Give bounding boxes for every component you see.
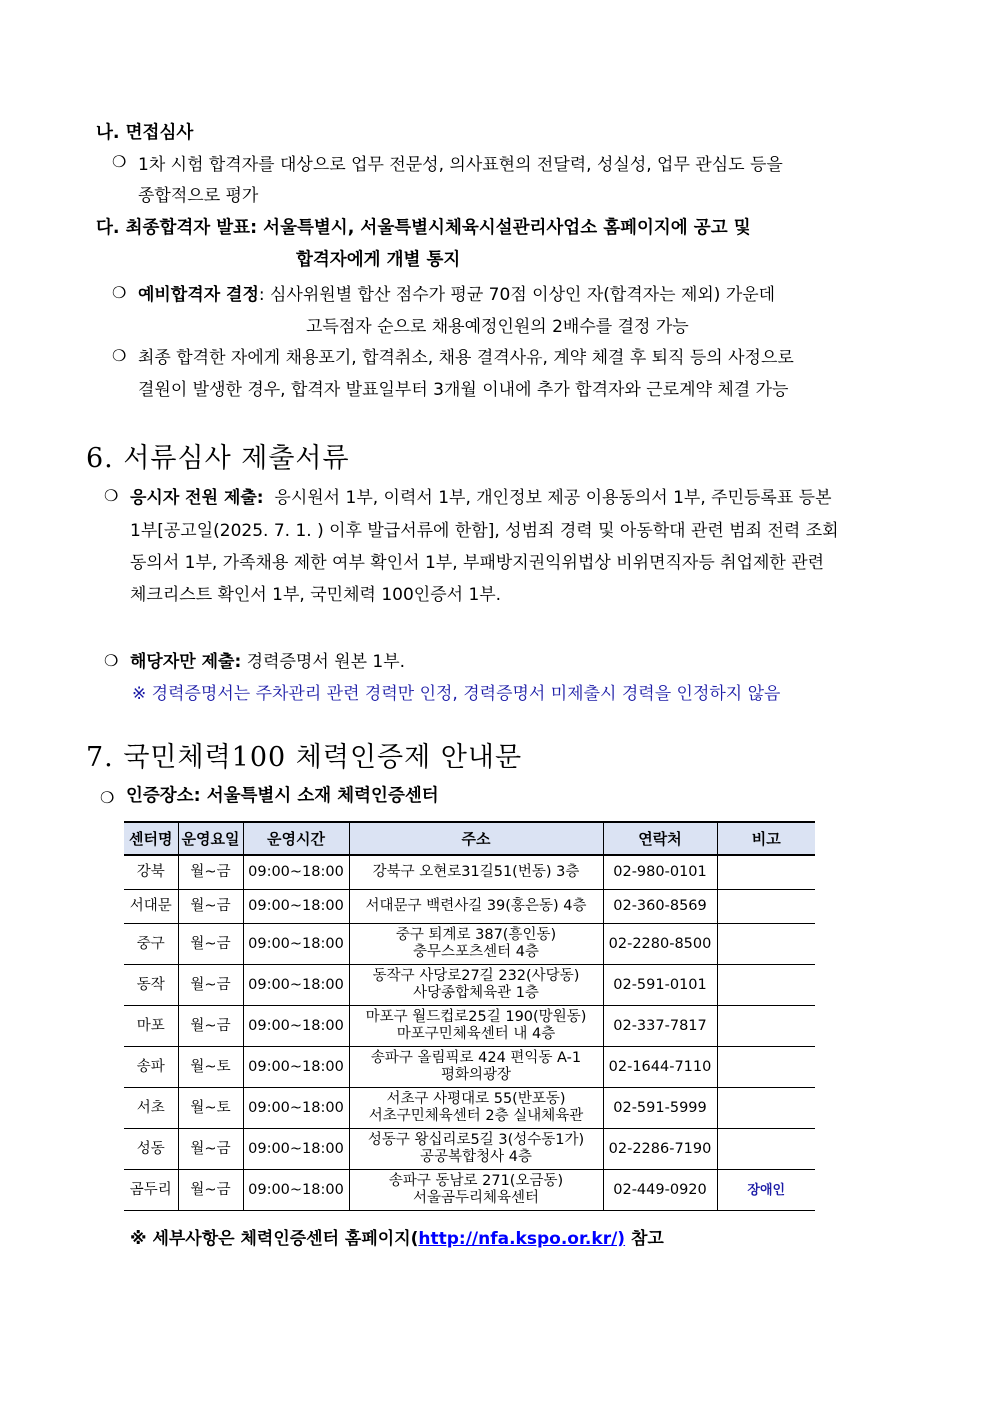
- cell-address: [349, 1088, 603, 1129]
- career-note: ※ 경력증명서는 주차관리 관련 경력만 인정, 경력증명서 미제출시 경력을 인정하지 않음: [132, 684, 781, 704]
- section6-title: 6. 서류심사 제출서류: [86, 443, 350, 474]
- cell-note: [717, 965, 815, 1006]
- cell-center-name: 송파: [124, 1047, 178, 1088]
- reserve-label: 예비합격자 결정: [138, 285, 259, 305]
- address-line1: 송파구 올림픽로 424 편익동 A-1: [370, 1050, 582, 1066]
- cell-note: [717, 890, 815, 924]
- cell-hours: 09:00~18:00: [243, 1170, 349, 1211]
- cell-hours: 09:00~18:00: [243, 890, 349, 924]
- address-line1: 중구 퇴계로 387(흥인동): [395, 927, 557, 943]
- cell-days: 월~토: [178, 1088, 243, 1129]
- cell-note: 장애인: [717, 1170, 815, 1211]
- address-line1: 송파구 동남로 271(오금동): [388, 1173, 564, 1189]
- cell-phone: 02-1644-7110: [603, 1047, 717, 1088]
- bullet-circle-icon: ❍: [112, 346, 127, 365]
- table-row: [124, 965, 815, 1006]
- cell-address: [349, 1047, 603, 1088]
- cert-place-line: 인증장소: 서울특별시 소재 체력인증센터: [126, 786, 439, 806]
- cell-note: [717, 1006, 815, 1047]
- header-days: 운영요일: [178, 822, 243, 855]
- cell-phone: 02-591-0101: [603, 965, 717, 1006]
- cell-note: [717, 855, 815, 890]
- cell-note: [717, 1088, 815, 1129]
- docs-all-text: 응시원서 1부, 이력서 1부, 개인정보 제공 이용동의서 1부, 주민등록표 등본: [274, 488, 832, 508]
- cell-days: 월~금: [178, 855, 243, 890]
- cell-phone: 02-980-0101: [603, 855, 717, 890]
- table-row: [124, 1088, 815, 1129]
- table-row: [124, 890, 815, 924]
- cell-center-name: 마포: [124, 1006, 178, 1047]
- footer-suffix: 참고: [625, 1229, 664, 1249]
- cell-phone: 02-2280-8500: [603, 924, 717, 965]
- cell-hours: 09:00~18:00: [243, 924, 349, 965]
- table-row: [124, 1006, 815, 1047]
- cell-phone: 02-449-0920: [603, 1170, 717, 1211]
- cell-phone: 02-360-8569: [603, 890, 717, 924]
- cell-center-name: 성동: [124, 1129, 178, 1170]
- address-line1: 강북구 오현로31길51(번동) 3층: [372, 864, 580, 880]
- cell-note: [717, 1047, 815, 1088]
- table-row: [124, 1170, 815, 1211]
- docs-all-line1: [130, 483, 832, 508]
- cell-address: [349, 965, 603, 1006]
- address-line2: 충무스포츠센터 4층: [413, 944, 539, 960]
- section-da-heading-cont: 합격자에게 개별 통지: [296, 250, 461, 270]
- header-center-name: 센터명: [124, 822, 178, 855]
- table-row: [124, 855, 815, 890]
- cell-note: [717, 924, 815, 965]
- header-note: 비고: [717, 822, 815, 855]
- address-line1: 마포구 월드컵로25길 190(망원동): [365, 1009, 587, 1025]
- bullet-circle-icon: ❍: [104, 486, 119, 505]
- reserve-line1: [138, 280, 775, 305]
- table-row: [124, 924, 815, 965]
- cell-center-name: 동작: [124, 965, 178, 1006]
- header-phone: 연락처: [603, 822, 717, 855]
- cell-days: 월~금: [178, 965, 243, 1006]
- cell-note: [717, 1129, 815, 1170]
- final-line2: 결원이 발생한 경우, 합격자 발표일부터 3개월 이내에 추가 합격자와 근로계약 체결 가능: [138, 380, 789, 400]
- docs-applicable-label: 해당자만 제출:: [130, 652, 242, 672]
- cell-center-name: 중구: [124, 924, 178, 965]
- footer-note: [130, 1224, 664, 1249]
- table-header-row: [124, 822, 815, 855]
- cell-address: [349, 1006, 603, 1047]
- cell-hours: 09:00~18:00: [243, 1006, 349, 1047]
- cell-center-name: 서초: [124, 1088, 178, 1129]
- section-na-heading: 나. 면접심사: [96, 123, 194, 143]
- cell-days: 월~토: [178, 1047, 243, 1088]
- section7-title: 7. 국민체력100 체력인증제 안내문: [86, 742, 523, 773]
- docs-all-line3: 동의서 1부, 가족채용 제한 여부 확인서 1부, 부패방지권익위법상 비위면직자등 취업제한 관련: [130, 553, 825, 573]
- cell-days: 월~금: [178, 1129, 243, 1170]
- address-line2: 공공복합청사 4층: [420, 1149, 532, 1165]
- address-line2: 서초구민체육센터 2층 실내체육관: [368, 1108, 584, 1124]
- docs-all-label: 응시자 전원 제출:: [130, 488, 264, 508]
- nfa-homepage-link[interactable]: http://nfa.kspo.or.kr/): [418, 1229, 626, 1249]
- table-row: [124, 1047, 815, 1088]
- docs-applicable-line: [130, 647, 405, 672]
- header-hours: 운영시간: [243, 822, 349, 855]
- cell-hours: 09:00~18:00: [243, 855, 349, 890]
- cell-center-name: 강북: [124, 855, 178, 890]
- table-row: [124, 1129, 815, 1170]
- reserve-line2: 고득점자 순으로 채용예정인원의 2배수를 결정 가능: [306, 317, 689, 337]
- address-line2: 서울곰두리체육센터: [412, 1190, 540, 1206]
- cell-address: [349, 1129, 603, 1170]
- cell-hours: 09:00~18:00: [243, 1129, 349, 1170]
- cell-days: 월~금: [178, 1006, 243, 1047]
- interview-line2: 종합적으로 평가: [138, 186, 259, 206]
- address-line1: 서초구 사평대로 55(반포동): [386, 1091, 566, 1107]
- cell-address: [349, 855, 603, 890]
- address-line2: 평화의광장: [440, 1067, 512, 1083]
- final-line1: 최종 합격한 자에게 채용포기, 합격취소, 채용 결격사유, 계약 체결 후 퇴직 등의 사정으로: [138, 348, 794, 368]
- cell-phone: 02-337-7817: [603, 1006, 717, 1047]
- docs-all-line4: 체크리스트 확인서 1부, 국민체력 100인증서 1부.: [130, 585, 502, 605]
- cell-hours: 09:00~18:00: [243, 1047, 349, 1088]
- interview-line1: 1차 시험 합격자를 대상으로 업무 전문성, 의사표현의 전달력, 성실성, 업무 관심도 등을: [138, 155, 783, 175]
- cell-address: [349, 890, 603, 924]
- cell-center-name: 곰두리: [124, 1170, 178, 1211]
- address-line1: 서대문구 백련사길 39(홍은동) 4층: [365, 898, 587, 914]
- cell-days: 월~금: [178, 1170, 243, 1211]
- footer-prefix: ※ 세부사항은 체력인증센터 홈페이지(: [130, 1229, 419, 1249]
- bullet-circle-icon: ❍: [112, 152, 127, 171]
- address-line2: 사당종합체육관 1층: [413, 985, 539, 1001]
- docs-all-line2: 1부[공고일(2025. 7. 1. ) 이후 발급서류에 한함], 성범죄 경력 및 아동학대 관련 범죄 전력 조회: [130, 521, 839, 541]
- cert-center-table: [124, 821, 815, 1211]
- cell-hours: 09:00~18:00: [243, 965, 349, 1006]
- reserve-text: : 심사위원별 합산 점수가 평균 70점 이상인 자(합격자는 제외) 가운데: [258, 285, 776, 305]
- address-line2: 마포구민체육센터 내 4층: [396, 1026, 556, 1042]
- address-line1: 성동구 왕십리로5길 3(성수동1가): [367, 1132, 585, 1148]
- cell-phone: 02-2286-7190: [603, 1129, 717, 1170]
- docs-applicable-text: 경력증명서 원본 1부.: [246, 652, 406, 672]
- cell-address: [349, 1170, 603, 1211]
- bullet-circle-icon: ❍: [112, 283, 127, 302]
- bullet-circle-icon: ❍: [104, 651, 119, 670]
- bullet-circle-icon: ❍: [100, 788, 115, 807]
- cell-phone: 02-591-5999: [603, 1088, 717, 1129]
- cell-days: 월~금: [178, 924, 243, 965]
- section-da-heading: 다. 최종합격자 발표: 서울특별시, 서울특별시체육시설관리사업소 홈페이지에 공고 및: [96, 218, 751, 238]
- header-address: 주소: [349, 822, 603, 855]
- cell-hours: 09:00~18:00: [243, 1088, 349, 1129]
- cell-center-name: 서대문: [124, 890, 178, 924]
- cell-days: 월~금: [178, 890, 243, 924]
- address-line1: 동작구 사당로27길 232(사당동): [372, 968, 580, 984]
- cell-address: [349, 924, 603, 965]
